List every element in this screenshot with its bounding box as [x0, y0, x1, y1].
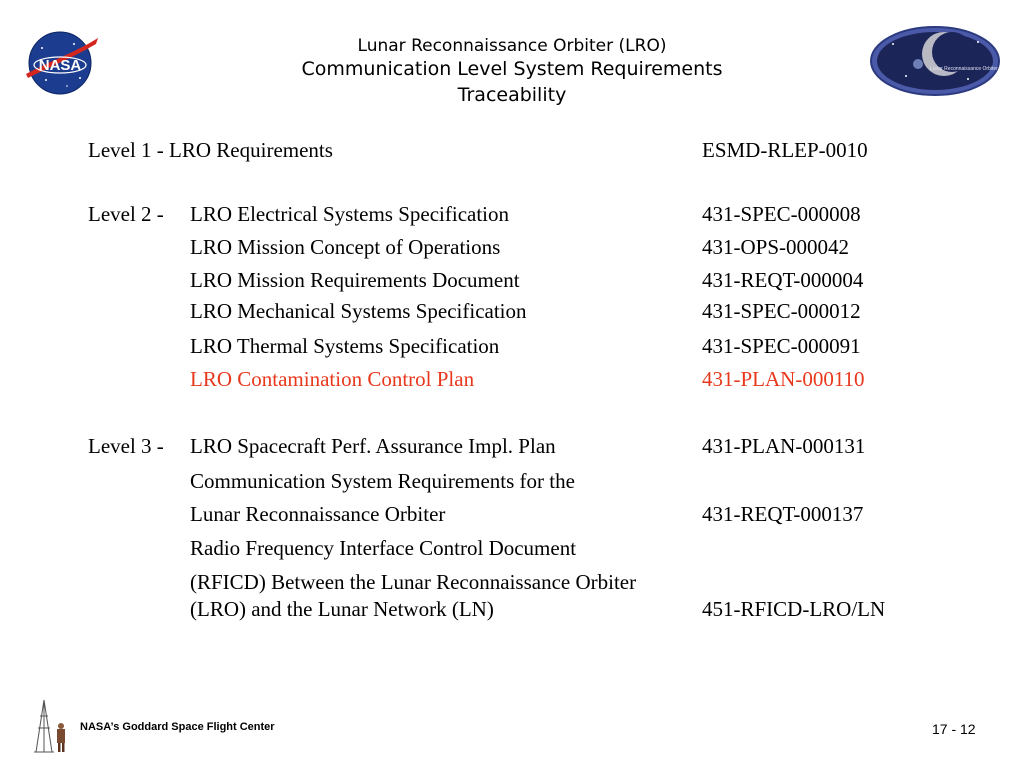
- title-line-1: Lunar Reconnaissance Orbiter (LRO): [357, 36, 667, 56]
- row-text: Lunar Reconnaissance Orbiter: [190, 502, 446, 526]
- slide-title: [240, 36, 784, 108]
- row-label: Level 1 - LRO Requirements: [88, 138, 333, 162]
- row-code: 431-OPS-000042: [702, 235, 850, 259]
- row-text: Radio Frequency Interface Control Document: [190, 536, 577, 560]
- row-code: 431-REQT-000004: [702, 268, 864, 292]
- row-text: LRO Mechanical Systems Specification: [190, 299, 527, 323]
- row-text: LRO Mission Requirements Document: [190, 268, 520, 292]
- nasa-logo-text: NASA: [38, 57, 82, 74]
- title-line-3: Traceability: [457, 84, 567, 106]
- row-text: LRO Mission Concept of Operations: [190, 235, 501, 259]
- row-code: 431-SPEC-000091: [702, 334, 861, 358]
- row-text: LRO Electrical Systems Specification: [190, 202, 509, 226]
- lro-mission-logo: [868, 24, 1002, 98]
- row-text: LRO Contamination Control Plan: [190, 367, 475, 391]
- goddard-center-name: NASA’s Goddard Space Flight Center: [80, 721, 275, 733]
- row-label: Level 2 -: [88, 202, 164, 226]
- row-code: 431-SPEC-000008: [702, 202, 861, 226]
- row-code: 431-SPEC-000012: [702, 299, 861, 323]
- title-line-2: Communication Level System Requirements: [301, 58, 723, 80]
- row-text: (LRO) and the Lunar Network (LN): [190, 597, 494, 621]
- list-item: [88, 137, 333, 163]
- row-text: (RFICD) Between the Lunar Reconnaissance Orbiter: [190, 570, 637, 594]
- lro-logo-text: Lunar Reconnaissance Orbiter: [930, 66, 998, 72]
- goddard-rocket-icon: [28, 698, 74, 754]
- row-code: ESMD-RLEP-0010: [702, 138, 868, 162]
- row-label: Level 3 -: [88, 434, 164, 458]
- row-text: Communication System Requirements for the: [190, 469, 575, 493]
- page-number: 17 - 12: [932, 721, 976, 737]
- row-code: 451-RFICD-LRO/LN: [702, 597, 886, 621]
- row-code: 431-PLAN-000110: [702, 367, 865, 391]
- row-code: 431-PLAN-000131: [702, 434, 866, 458]
- row-text: LRO Thermal Systems Specification: [190, 334, 500, 358]
- row-code: 431-REQT-000137: [702, 502, 864, 526]
- row-text: LRO Spacecraft Perf. Assurance Impl. Plan: [190, 434, 556, 458]
- nasa-logo: [22, 30, 100, 96]
